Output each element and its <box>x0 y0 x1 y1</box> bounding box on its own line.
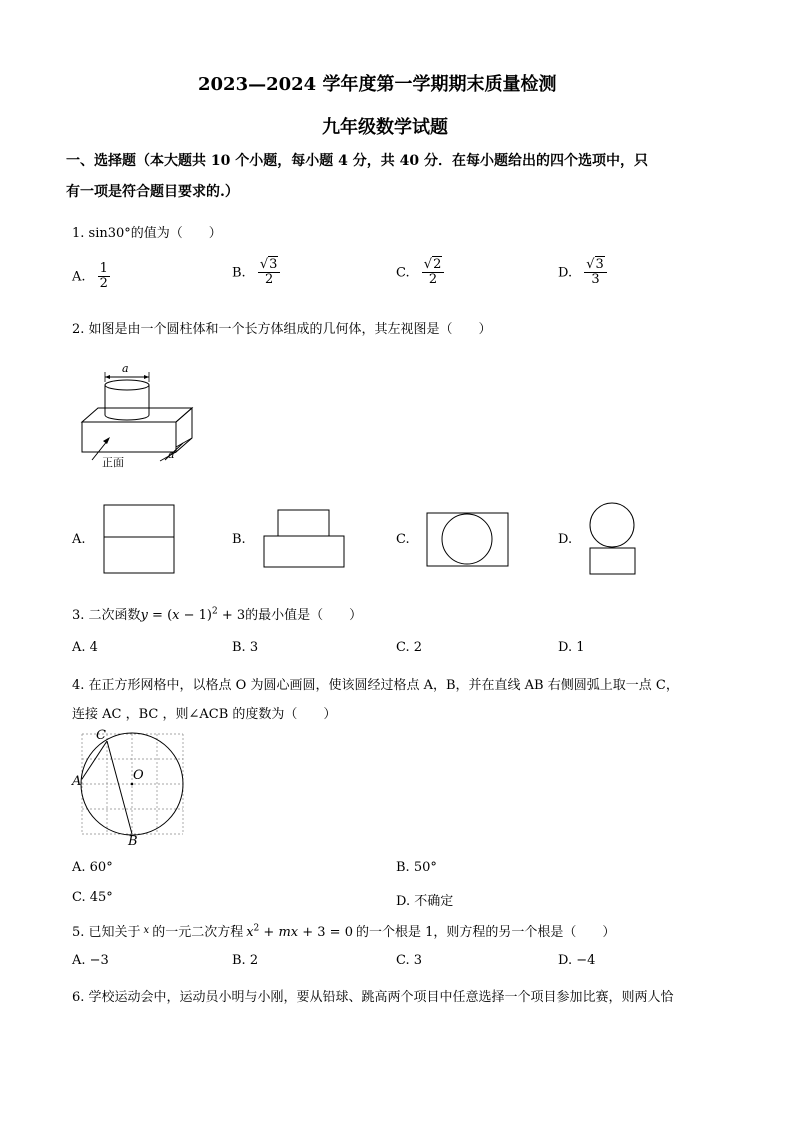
option-label: A. <box>72 269 86 285</box>
numerator: √3 <box>584 258 607 273</box>
q2-option-a-label: A. <box>72 532 86 547</box>
q5-stem <box>72 921 615 940</box>
q5-option-c: C. 3 <box>396 953 423 968</box>
eq-part: = ( <box>147 608 173 623</box>
q4-label-c: C <box>96 728 106 743</box>
q4-label-a: A <box>72 774 82 789</box>
q4-label-b: B <box>128 834 138 849</box>
q2-option-d-label: D. <box>558 532 573 547</box>
q5-option-a: A. −3 <box>72 953 109 968</box>
section-heading-line1: 一、选择题（本大题共 10 个小题，每小题 4 分，共 40 分．在每小题给出的四个选项中，只 <box>66 153 648 169</box>
denominator: 2 <box>428 272 438 288</box>
radicand: 2 <box>433 257 442 272</box>
q3-option-d: D. 1 <box>558 640 585 655</box>
q1-stem: 1. sin30°的值为（ ） <box>72 226 222 241</box>
paper-title: 2023—2024 学年度第一学期期末质量检测 <box>198 74 557 95</box>
exponent: 2 <box>253 923 260 934</box>
q3-option-c: C. 2 <box>396 640 423 655</box>
numerator: 1 <box>99 261 108 276</box>
var-y: y <box>140 608 148 623</box>
eq-part: + 3 = 0 <box>298 925 353 940</box>
q2-stem: 2. 如图是由一个圆柱体和一个长方体组成的几何体，其左视图是（ ） <box>72 322 492 337</box>
var-mx: mx <box>278 925 299 940</box>
q2-option-c-label: C. <box>396 532 410 547</box>
q5-stem-post: 的一个根是 1，则方程的另一个根是（ ） <box>355 925 616 940</box>
q3-stem-pre: 3. 二次函数 <box>72 608 141 623</box>
q3-option-b: B. 3 <box>232 640 259 655</box>
var-x: x <box>246 925 254 940</box>
eq-part: + <box>259 925 279 940</box>
option-label: C. <box>396 265 410 281</box>
section-heading-line2: 有一项是符合题目要求的.） <box>66 184 239 200</box>
eq-part: − 1) <box>179 608 212 623</box>
q4-option-a: A. 60° <box>72 860 113 875</box>
q4-stem-line1: 4. 在正方形网格中，以格点 O 为圆心画圆，使该圆经过格点 A，B，并在直线 AB 右侧圆弧上取一点 C， <box>72 678 679 693</box>
q4-label-o: O <box>133 768 144 783</box>
denominator: 2 <box>264 272 274 288</box>
q4-option-c: C. 45° <box>72 890 113 905</box>
numerator: √3 <box>258 258 281 273</box>
denominator: 2 <box>99 276 108 292</box>
q2-dim-label-side: a <box>168 448 175 461</box>
var-x: x <box>172 608 180 623</box>
q4-stem-line2: 连接 AC ，BC ，则∠ACB 的度数为（ ） <box>72 707 337 722</box>
option-label: D. <box>558 265 573 281</box>
q6-stem: 6. 学校运动会中，运动员小明与小刚，要从铅球、跳高两个项目中任意选择一个项目参加比赛，则两人恰 <box>72 990 674 1005</box>
q2-dim-label-top: a <box>122 362 129 375</box>
q3-option-a: A. 4 <box>72 640 98 655</box>
q2-front-label: 正面 <box>102 456 124 469</box>
q5-stem-pre: 5. 已知关于 <box>72 925 141 940</box>
q5-stem-mid: 的一元二次方程 <box>152 925 244 940</box>
q4-option-b: B. 50° <box>396 860 437 875</box>
exponent: 2 <box>211 606 218 617</box>
eq-part: + 3 <box>217 608 246 623</box>
var-x: x <box>143 925 150 936</box>
option-label: B. <box>232 265 246 281</box>
paper-subtitle: 九年级数学试题 <box>322 117 448 138</box>
q5-option-d: D. −4 <box>558 953 596 968</box>
radicand: 3 <box>595 257 604 272</box>
denominator: 3 <box>591 272 600 288</box>
q2-option-b-label: B. <box>232 532 246 547</box>
numerator: √2 <box>422 258 445 273</box>
radicand: 3 <box>269 257 278 272</box>
q4-option-d: D. 不确定 <box>396 894 454 909</box>
q3-stem-post: 的最小值是（ ） <box>245 608 363 623</box>
q5-option-b: B. 2 <box>232 953 259 968</box>
